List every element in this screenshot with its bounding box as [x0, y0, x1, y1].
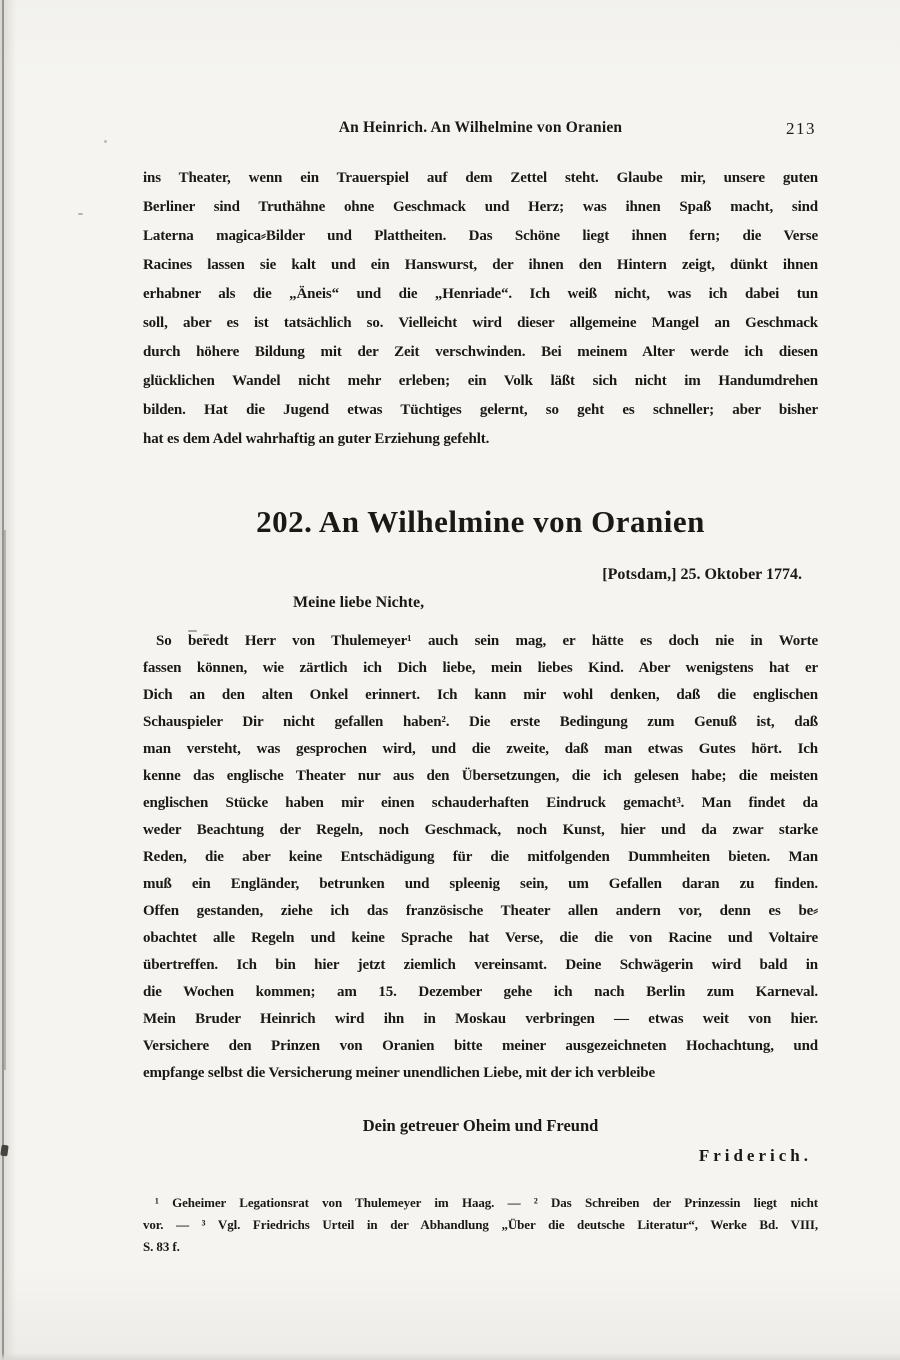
running-head-title: An Heinrich. An Wilhelmine von Oranien: [338, 119, 623, 136]
text-line: bilden. Hat die Jugend etwas Tüchtiges gelernt, so geht es schneller; aber bisher: [143, 402, 818, 418]
running-head: [143, 119, 818, 145]
scan-speck: [0, 1145, 8, 1157]
previous-letter-paragraph: [143, 164, 818, 454]
text-line: Schauspieler Dir nicht gefallen haben². Die erste Bedingung zum Genuß ist, daß: [143, 714, 818, 730]
text-line: fassen können, wie zärtlich ich Dich liebe, mein liebes Kind. Aber wenigstens hat er: [143, 660, 818, 676]
text-line: So beredt Herr von Thulemeyer¹ auch sein mag, er hätte es doch nie in Worte: [156, 633, 818, 649]
text-line: Versichere den Prinzen von Oranien bitte meiner ausgezeichneten Hochachtung, und: [143, 1038, 818, 1054]
text-line: Offen gestanden, ziehe ich das französische Theater allen andern vor, denn es be⸗: [143, 903, 818, 919]
text-line: glücklichen Wandel nicht mehr erleben; ein Volk läßt sich nicht im Handumdrehen: [143, 373, 818, 389]
text-line: kenne das englische Theater nur aus den Übersetzungen, die ich gelesen habe; die meisten: [143, 768, 818, 784]
text-line: soll, aber es ist tatsächlich so. Vielleicht wird dieser allgemeine Mangel an Geschmack: [143, 315, 818, 331]
text-line: durch höhere Bildung mit der Zeit verschwinden. Bei meinem Alter werde ich diesen: [143, 344, 818, 360]
scan-left-edge-line-dark: [4, 530, 6, 1070]
letter-valediction: Dein getreuer Oheim und Freund: [362, 1116, 599, 1135]
text-line: Reden, die aber keine Entschädigung für die mitfolgenden Dummheiten bieten. Man: [143, 849, 818, 865]
text-line: ins Theater, wenn ein Trauerspiel auf dem Zettel steht. Glaube mir, unsere guten: [143, 170, 818, 186]
text-line: weder Beachtung der Regeln, noch Geschmack, noch Kunst, hier und da zwar starke: [143, 822, 818, 838]
letter-heading: 202. An Wilhelmine von Oranien: [256, 504, 705, 539]
text-line: Mein Bruder Heinrich wird ihn in Moskau verbringen — etwas weit von hier.: [143, 1011, 818, 1027]
text-line: vor. — ³ Vgl. Friedrichs Urteil in der Abhandlung „Über die deutsche Literatur“, Werke Bd. VIII,: [143, 1217, 818, 1232]
scan-bottom-shadow: [0, 1353, 900, 1360]
text-line: Dich an den alten Onkel erinnert. Ich kann mir wohl denken, daß die englischen: [143, 687, 818, 703]
footnotes: [143, 1192, 818, 1258]
text-line: S. 83 f.: [143, 1239, 180, 1254]
letter-salutation: Meine liebe Nichte,: [293, 594, 425, 611]
text-line: Berliner sind Truthähne ohne Geschmack und Herz; was ihnen Spaß macht, sind: [143, 199, 818, 215]
text-line: obachtet alle Regeln und keine Sprache hat Verse, die die von Racine und Voltaire: [143, 930, 818, 946]
text-line: Racines lassen sie kalt und ein Hanswurst, der ihnen den Hintern zeigt, dünkt ihnen: [143, 257, 818, 273]
text-line: muß ein Engländer, betrunken und spleenig sein, um Gefallen daran zu finden.: [143, 876, 818, 892]
text-line: ¹ Geheimer Legationsrat von Thulemeyer im Haag. — ² Das Schreiben der Prinzessin liegt nicht: [155, 1195, 818, 1210]
text-line: hat es dem Adel wahrhaftig an guter Erziehung gefehlt.: [143, 431, 490, 447]
letter-dateline: [Potsdam,] 25. Oktober 1774.: [602, 566, 802, 583]
text-line: erhabner als die „Äneis“ und die „Henriade“. Ich weiß nicht, was ich dabei tun: [143, 286, 818, 302]
text-line: empfange selbst die Versicherung meiner unendlichen Liebe, mit der ich verbleibe: [143, 1065, 656, 1081]
text-line: die Wochen kommen; am 15. Dezember gehe ich nach Berlin zum Karneval.: [143, 984, 818, 1000]
text-line: übertreffen. Ich bin hier jetzt ziemlich vereinsamt. Deine Schwägerin wird bald in: [143, 957, 818, 973]
text-line: Laterna magica⸗Bilder und Plattheiten. Das Schöne liegt ihnen fern; die Verse: [143, 228, 818, 244]
letter-body-paragraph: [143, 628, 818, 1087]
text-line: man versteht, was gesprochen wird, und die zweite, daß man etwas Gutes hört. Ich: [143, 741, 818, 757]
scan-speck: [104, 140, 107, 143]
page-number: 213: [786, 119, 816, 138]
letter-signature: Friderich.: [698, 1146, 812, 1165]
scan-speck: [78, 213, 83, 215]
text-line: englischen Stücke haben mir einen schauderhaften Eindruck gemacht³. Man findet da: [143, 795, 818, 811]
